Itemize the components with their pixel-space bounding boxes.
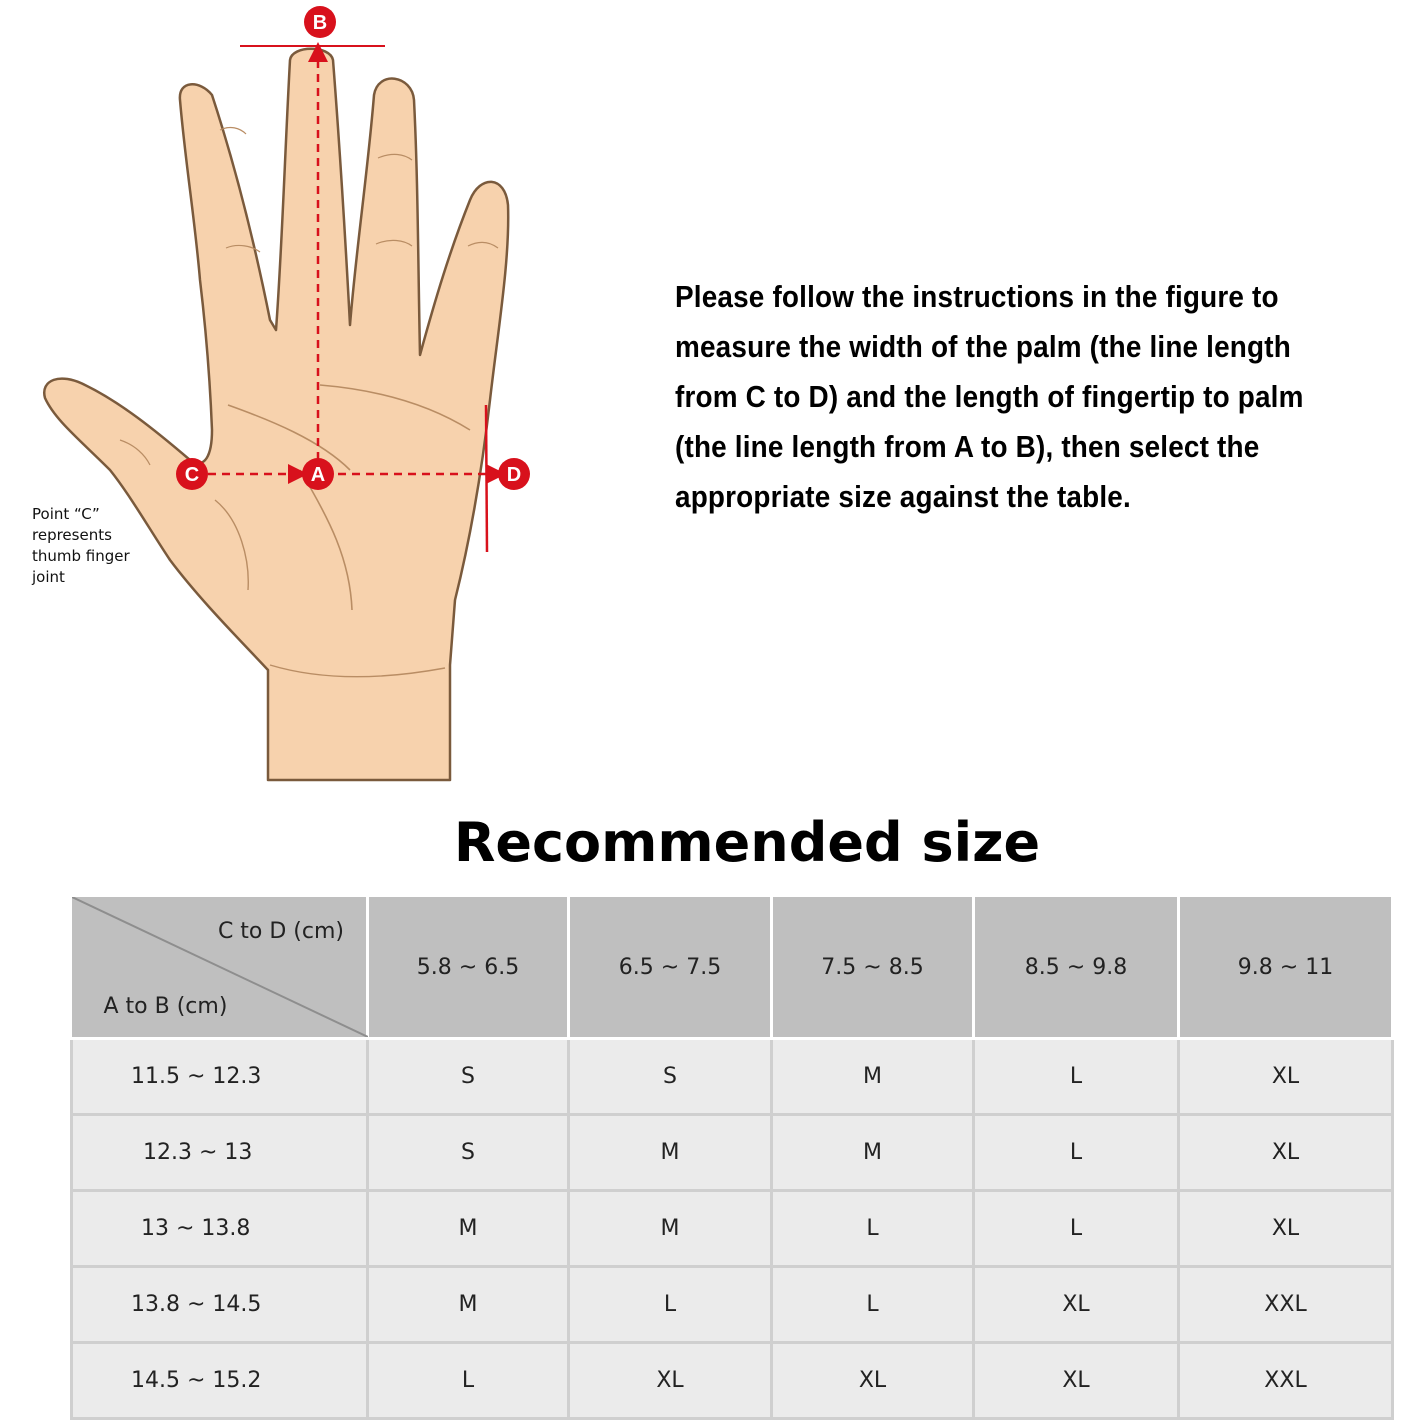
thumb-note-line: represents bbox=[32, 526, 112, 544]
column-header: 8.5 ~ 9.8 bbox=[974, 897, 1179, 1039]
size-cell: S bbox=[368, 1115, 569, 1191]
table-row bbox=[72, 1343, 1393, 1419]
row-header: 13 ~ 13.8 bbox=[72, 1191, 368, 1267]
instructions-line: measure the width of the palm (the line length bbox=[675, 329, 1291, 364]
size-cell: L bbox=[974, 1039, 1179, 1115]
point-a-marker bbox=[302, 458, 334, 490]
size-cell: XL bbox=[1179, 1039, 1393, 1115]
section-title: Recommended size bbox=[453, 811, 1041, 874]
size-cell: L bbox=[368, 1343, 569, 1419]
size-cell: XXL bbox=[1179, 1343, 1393, 1419]
size-cell: XL bbox=[1179, 1115, 1393, 1191]
size-cell: XL bbox=[1179, 1191, 1393, 1267]
point-b-label: B bbox=[312, 12, 328, 34]
size-cell: S bbox=[569, 1039, 772, 1115]
row-header: 13.8 ~ 14.5 bbox=[72, 1267, 368, 1343]
table-row bbox=[72, 1115, 1393, 1191]
size-cell: S bbox=[368, 1039, 569, 1115]
size-cell: M bbox=[569, 1115, 772, 1191]
size-cell: L bbox=[974, 1115, 1179, 1191]
thumb-note-line: Point “C” bbox=[32, 505, 100, 523]
size-cell: M bbox=[368, 1267, 569, 1343]
hand-drawing bbox=[44, 49, 508, 780]
size-cell: L bbox=[772, 1267, 974, 1343]
row-header: 11.5 ~ 12.3 bbox=[72, 1039, 368, 1115]
size-cell: XL bbox=[772, 1343, 974, 1419]
size-cell: M bbox=[772, 1039, 974, 1115]
size-cell: XL bbox=[974, 1267, 1179, 1343]
size-cell: M bbox=[772, 1115, 974, 1191]
instructions-line: Please follow the instructions in the figure to bbox=[675, 279, 1279, 314]
table-row bbox=[72, 1191, 1393, 1267]
size-cell: M bbox=[569, 1191, 772, 1267]
corner-header-cell bbox=[72, 897, 368, 1039]
size-cell: L bbox=[569, 1267, 772, 1343]
thumb-note-line: thumb finger bbox=[32, 547, 130, 565]
corner-column-label: C to D (cm) bbox=[217, 919, 344, 944]
size-cell: XL bbox=[569, 1343, 772, 1419]
instructions-text bbox=[675, 272, 1337, 522]
instructions-line: from C to D) and the length of fingertip to palm bbox=[675, 379, 1304, 414]
point-d-label: D bbox=[506, 464, 522, 486]
table-row bbox=[72, 1267, 1393, 1343]
thumb-note-line: joint bbox=[32, 568, 65, 586]
row-header: 14.5 ~ 15.2 bbox=[72, 1343, 368, 1419]
point-c-label: C bbox=[184, 464, 200, 486]
size-cell: XL bbox=[974, 1343, 1179, 1419]
point-b-marker bbox=[304, 6, 336, 38]
column-header: 7.5 ~ 8.5 bbox=[772, 897, 974, 1039]
point-d-marker bbox=[498, 458, 530, 490]
palm-edge-line bbox=[486, 405, 487, 552]
table-header-row bbox=[72, 897, 1393, 1039]
instructions-line: appropriate size against the table. bbox=[675, 479, 1131, 514]
point-c-marker bbox=[176, 458, 208, 490]
corner-row-label: A to B (cm) bbox=[103, 994, 228, 1019]
thumb-note bbox=[32, 504, 162, 588]
point-a-label: A bbox=[310, 464, 326, 486]
size-table bbox=[70, 897, 1394, 1420]
size-cell: L bbox=[772, 1191, 974, 1267]
size-cell: L bbox=[974, 1191, 1179, 1267]
row-header: 12.3 ~ 13 bbox=[72, 1115, 368, 1191]
column-header: 5.8 ~ 6.5 bbox=[368, 897, 569, 1039]
size-cell: M bbox=[368, 1191, 569, 1267]
size-cell: XXL bbox=[1179, 1267, 1393, 1343]
column-header: 6.5 ~ 7.5 bbox=[569, 897, 772, 1039]
table-row bbox=[72, 1039, 1393, 1115]
instructions-line: (the line length from A to B), then select the bbox=[675, 429, 1260, 464]
column-header: 9.8 ~ 11 bbox=[1179, 897, 1393, 1039]
hand-measurement-figure bbox=[0, 0, 640, 790]
